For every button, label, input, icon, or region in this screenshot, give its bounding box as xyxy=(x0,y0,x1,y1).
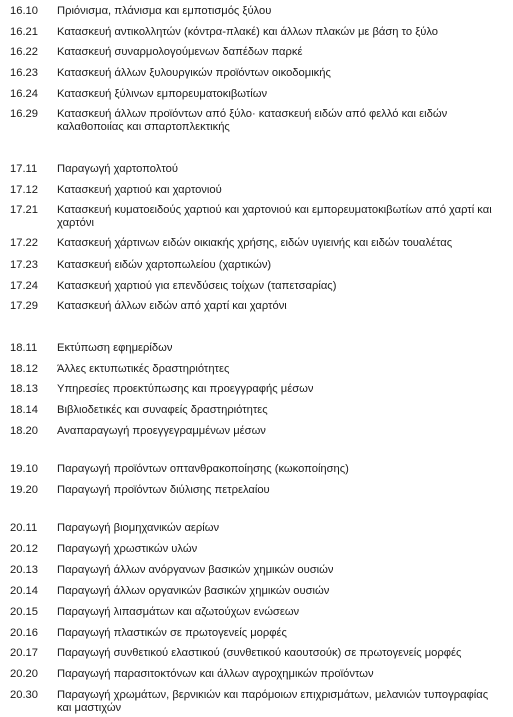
activity-description: Παραγωγή προϊόντων οπτανθρακοποίησης (κωκοποίησης) xyxy=(57,463,349,475)
activity-code: 19.10 xyxy=(10,463,38,475)
activity-description: Παραγωγή άλλων ανόργανων βασικών χημικών ουσιών xyxy=(57,564,334,576)
activity-description: Παραγωγή πλαστικών σε πρωτογενείς μορφές xyxy=(57,627,287,639)
activity-description: Κατασκευή συναρμολογούμενων δαπέδων παρκέ xyxy=(57,46,303,58)
activity-description: Παραγωγή προϊόντων διύλισης πετρελαίου xyxy=(57,484,270,496)
activity-code: 16.29 xyxy=(10,108,38,120)
activity-description: Παραγωγή παρασιτοκτόνων και άλλων αγροχημικών προϊόντων xyxy=(57,668,374,680)
activity-code: 16.22 xyxy=(10,46,38,58)
activity-code: 20.15 xyxy=(10,606,38,618)
activity-description: Εκτύπωση εφημερίδων xyxy=(57,342,173,354)
activity-description: Κατασκευή ειδών χαρτοπωλείου (χαρτικών) xyxy=(57,259,272,271)
activity-code: 16.24 xyxy=(10,88,38,100)
activity-description: Παραγωγή χρωμάτων, βερνικιών και παρόμοιων επιχρισμάτων, μελανιών τυπογραφίας και μαστιχών xyxy=(57,689,489,714)
activity-code: 20.13 xyxy=(10,564,38,576)
activity-code: 20.16 xyxy=(10,627,38,639)
activity-code: 20.20 xyxy=(10,668,38,680)
activity-description: Κατασκευή άλλων ξυλουργικών προϊόντων οικοδομικής xyxy=(57,67,331,79)
activity-code: 17.23 xyxy=(10,259,38,271)
activity-description: Κατασκευή άλλων ειδών από χαρτί και χαρτόνι xyxy=(57,300,287,312)
activity-code: 18.14 xyxy=(10,404,38,416)
activity-code: 16.10 xyxy=(10,5,38,17)
activity-code: 18.11 xyxy=(10,342,38,354)
activity-code: 16.23 xyxy=(10,67,38,79)
activity-description: Αναπαραγωγή προεγγεγραμμένων μέσων xyxy=(57,425,266,437)
activity-description: Υπηρεσίες προεκτύπωσης και προεγγραφής μέσων xyxy=(57,383,314,395)
activity-description: Παραγωγή χαρτοπολτού xyxy=(57,163,178,175)
activity-code: 18.20 xyxy=(10,425,38,437)
activity-code: 19.20 xyxy=(10,484,38,496)
activity-code: 17.24 xyxy=(10,280,38,292)
activity-description: Κατασκευή κυματοειδούς χαρτιού και χαρτονιού και εμπορευματοκιβωτίων από χαρτί και χαρτόνι xyxy=(57,204,492,229)
activity-description: Παραγωγή βιομηχανικών αερίων xyxy=(57,522,220,534)
activity-description: Παραγωγή άλλων οργανικών βασικών χημικών ουσιών xyxy=(57,585,330,597)
activity-code: 20.12 xyxy=(10,543,38,555)
activity-code: 17.12 xyxy=(10,184,38,196)
activity-description: Παραγωγή συνθετικού ελαστικού (συνθετικού καουτσούκ) σε πρωτογενείς μορφές xyxy=(57,647,462,659)
activity-code: 18.12 xyxy=(10,363,38,375)
activity-code: 20.14 xyxy=(10,585,38,597)
activity-code: 17.11 xyxy=(10,163,38,175)
activity-code: 16.21 xyxy=(10,26,38,38)
activity-description: Κατασκευή χαρτιού και χαρτονιού xyxy=(57,184,222,196)
activity-code: 20.11 xyxy=(10,522,38,534)
activity-description: Κατασκευή ξύλινων εμπορευματοκιβωτίων xyxy=(57,88,268,100)
activity-description: Άλλες εκτυπωτικές δραστηριότητες xyxy=(57,363,230,375)
activity-code: 17.29 xyxy=(10,300,38,312)
activity-code: 18.13 xyxy=(10,383,38,395)
activity-description: Παραγωγή λιπασμάτων και αζωτούχων ενώσεων xyxy=(57,606,300,618)
activity-code: 17.22 xyxy=(10,237,38,249)
activity-description: Βιβλιοδετικές και συναφείς δραστηριότητες xyxy=(57,404,268,416)
activity-description: Κατασκευή άλλων προϊόντων από ξύλο· κατασκευή ειδών από φελλό και ειδών καλαθοποιίας και σπαρτοπλεκτικής xyxy=(57,108,448,133)
activity-description: Κατασκευή αντικολλητών (κόντρα-πλακέ) και άλλων πλακών με βάση το ξύλο xyxy=(57,26,438,38)
activity-code: 17.21 xyxy=(10,204,38,216)
activity-description: Πριόνισμα, πλάνισμα και εμποτισμός ξύλου xyxy=(57,5,272,17)
activity-code: 20.17 xyxy=(10,647,38,659)
activity-description: Παραγωγή χρωστικών υλών xyxy=(57,543,198,555)
activity-description: Κατασκευή χαρτιού για επενδύσεις τοίχων (ταπετσαρίας) xyxy=(57,280,337,292)
activity-description: Κατασκευή χάρτινων ειδών οικιακής χρήσης, ειδών υγιεινής και ειδών τουαλέτας xyxy=(57,237,453,249)
activity-code: 20.30 xyxy=(10,689,38,701)
